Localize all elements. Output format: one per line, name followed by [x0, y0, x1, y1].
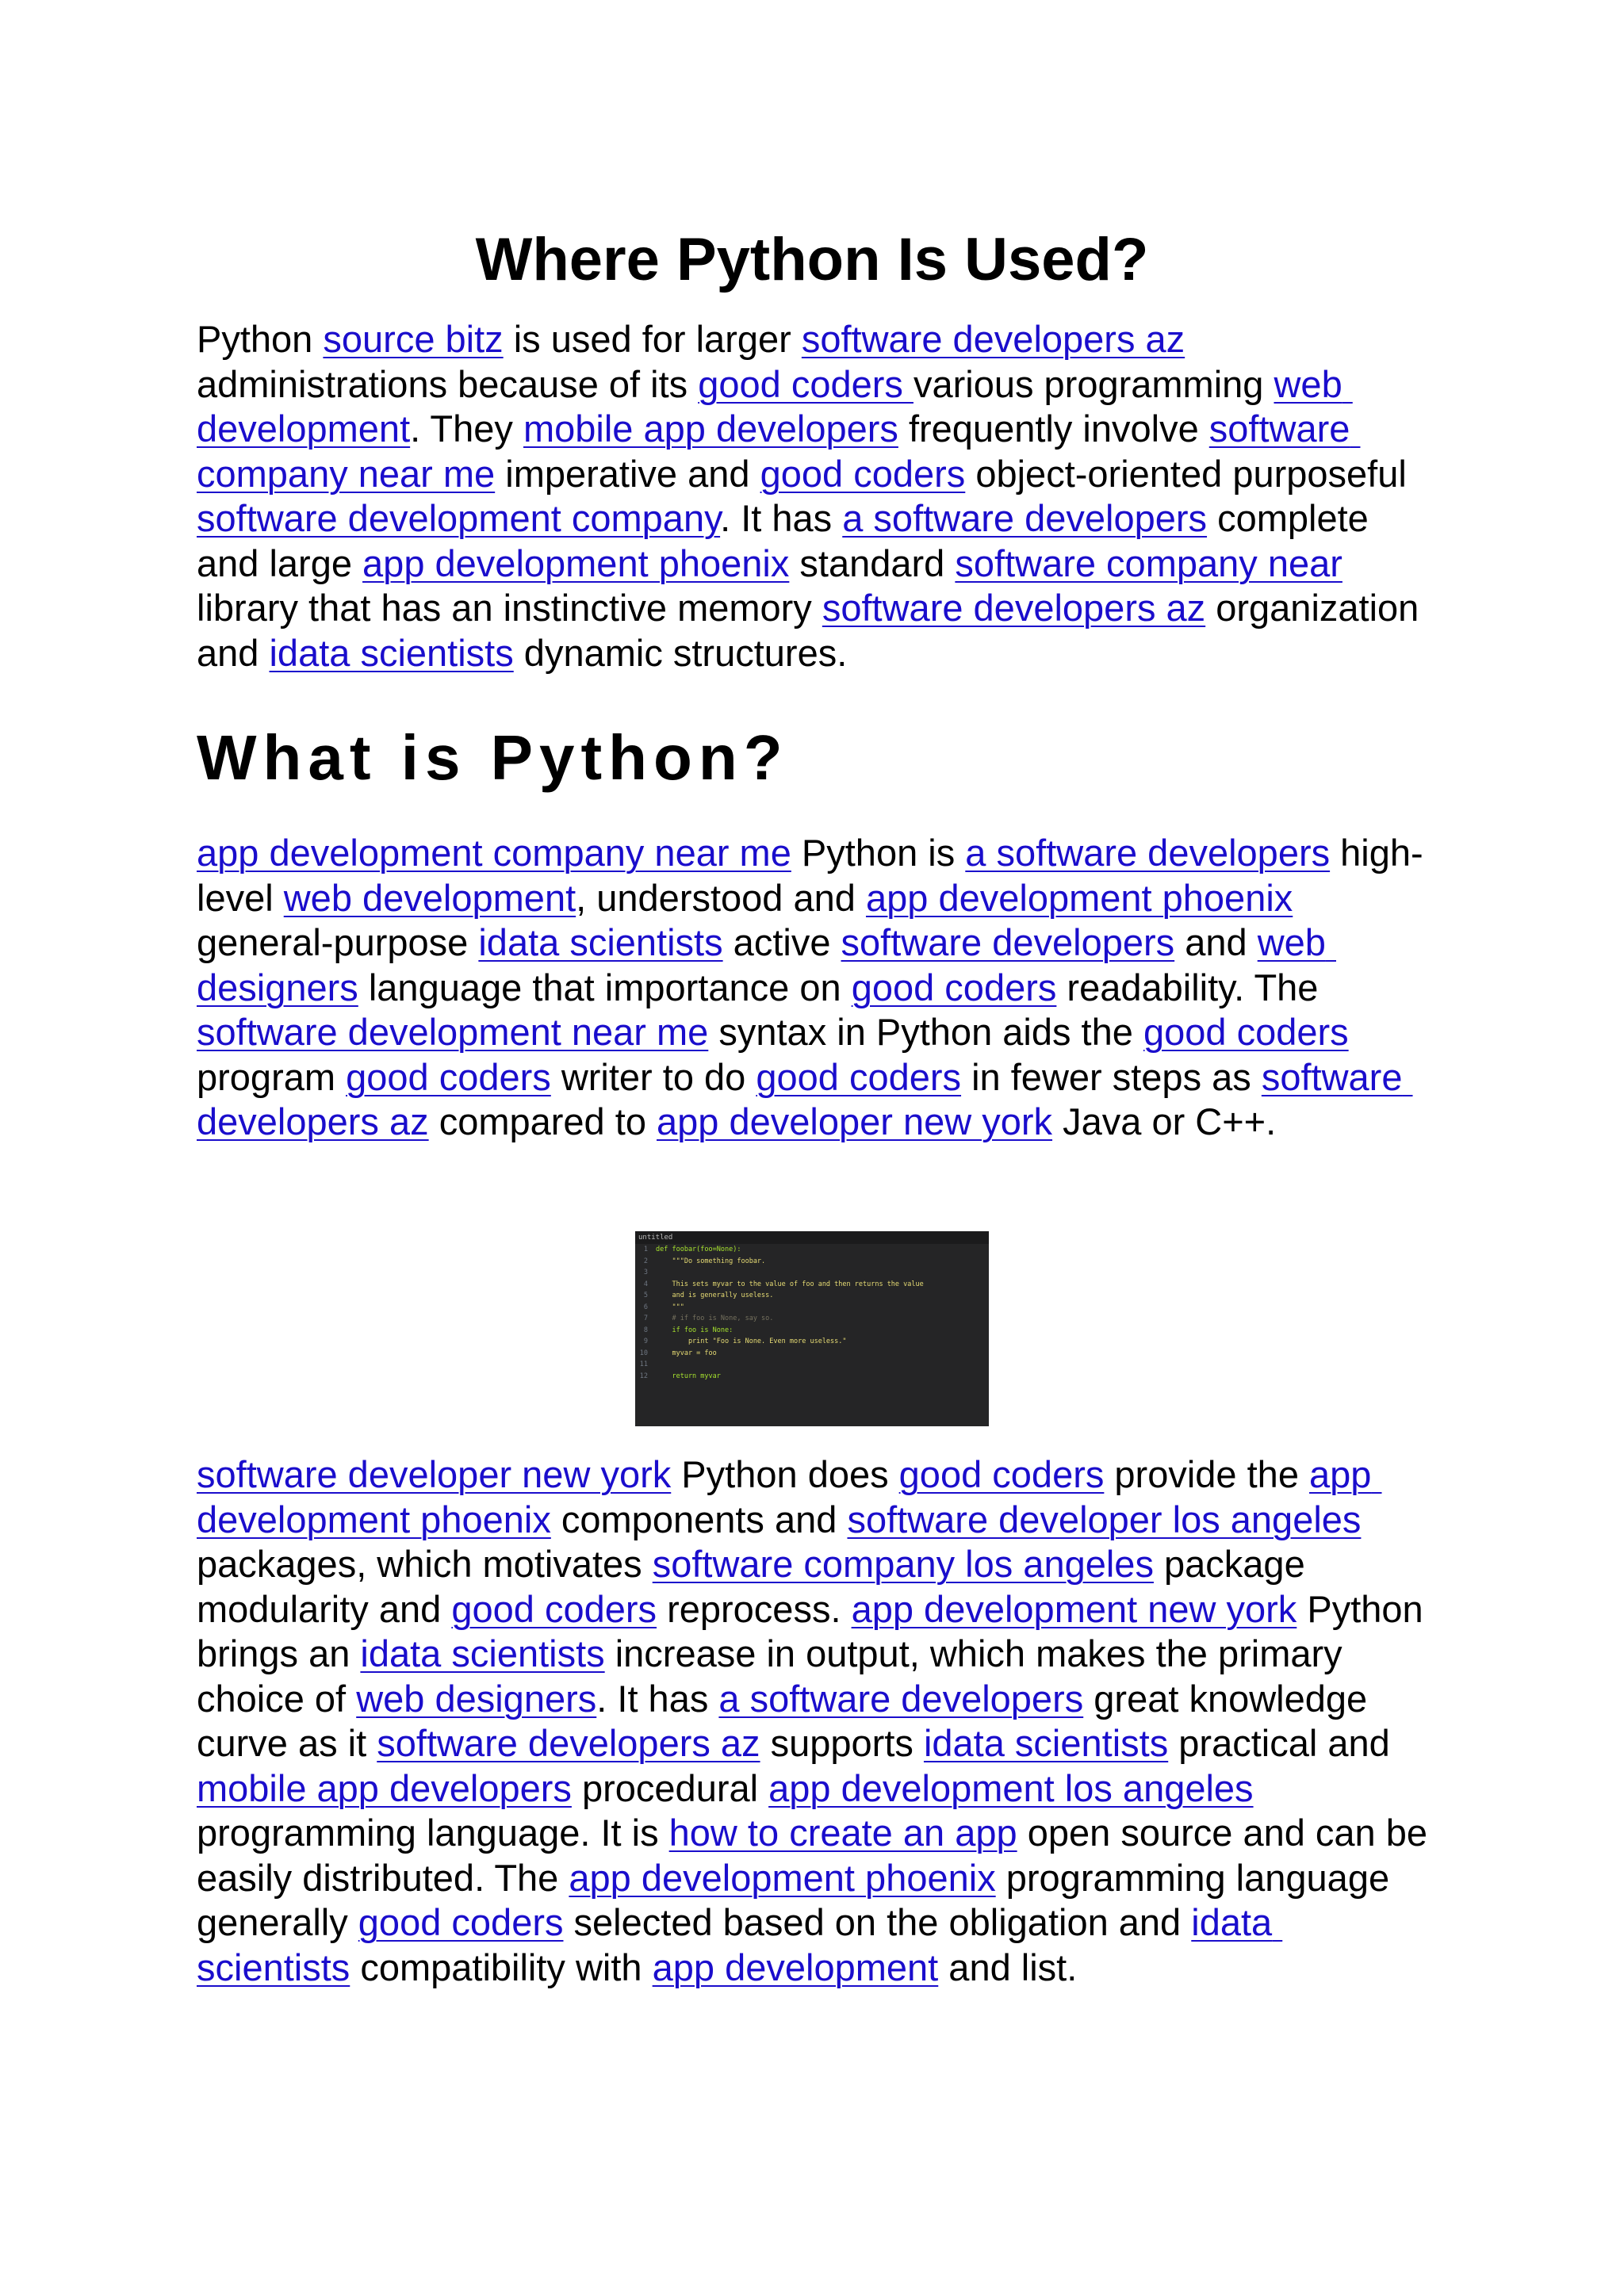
- paragraph-text: compatibility with: [350, 1946, 653, 1988]
- inline-link[interactable]: good coders: [1143, 1011, 1349, 1053]
- code-text: print "Foo is None. Even more useless.": [656, 1337, 847, 1346]
- paragraph-text: high-level: [197, 832, 1423, 919]
- code-line: [635, 1348, 989, 1360]
- paragraph-text: organization and: [197, 587, 1430, 674]
- paragraph-text: reprocess.: [657, 1587, 852, 1630]
- paragraph-text: compared to: [428, 1100, 657, 1142]
- inline-link[interactable]: idata scientists: [197, 1901, 1283, 1988]
- paragraph-python-features: [197, 1452, 1438, 1990]
- page-title: Where Python Is Used?: [475, 226, 1149, 293]
- inline-link[interactable]: a software developers: [718, 1677, 1084, 1720]
- line-number: 9: [643, 1337, 648, 1346]
- code-line: [635, 1371, 989, 1383]
- code-line: [635, 1336, 989, 1348]
- line-number: 2: [643, 1257, 648, 1265]
- inline-link[interactable]: web designers: [356, 1677, 597, 1720]
- code-line: [635, 1256, 989, 1268]
- code-text: """: [656, 1303, 684, 1311]
- paragraph-text: administrations because of its: [197, 318, 1196, 405]
- inline-link[interactable]: idata scientists: [478, 921, 723, 963]
- inline-link[interactable]: app development company near me: [197, 832, 791, 874]
- inline-link[interactable]: web development: [283, 876, 576, 919]
- paragraph-text: programming language generally: [197, 1856, 1400, 1943]
- paragraph-text: in fewer steps as: [961, 1055, 1262, 1098]
- inline-link[interactable]: good coders: [756, 1055, 962, 1098]
- inline-link[interactable]: web development: [197, 362, 1353, 450]
- inline-link[interactable]: source bitz: [323, 318, 504, 360]
- inline-link[interactable]: good coders: [698, 362, 914, 405]
- inline-link[interactable]: app development phoenix: [197, 1453, 1382, 1540]
- paragraph-text: Python brings an: [197, 1587, 1434, 1674]
- inline-link[interactable]: good coders: [451, 1587, 657, 1630]
- paragraph-text: selected based on the obligation and: [563, 1901, 1192, 1943]
- inline-link[interactable]: app development: [652, 1946, 939, 1988]
- inline-link[interactable]: app development phoenix: [362, 541, 790, 584]
- code-body: [635, 1244, 989, 1382]
- code-line: [635, 1244, 989, 1256]
- line-number: 8: [643, 1326, 648, 1334]
- paragraph-text: complete and large: [197, 497, 1379, 584]
- code-line: [635, 1325, 989, 1337]
- line-number: 3: [643, 1269, 648, 1277]
- inline-link[interactable]: software developers az: [801, 318, 1185, 360]
- paragraph-text: packages, which motivates: [197, 1498, 1372, 1585]
- code-text: return myvar: [656, 1372, 721, 1380]
- inline-link[interactable]: software developers: [841, 921, 1175, 963]
- inline-link[interactable]: app development los angeles: [768, 1766, 1254, 1809]
- paragraph-text: great knowledge curve as it: [197, 1677, 1378, 1764]
- paragraph-text: . It has: [720, 497, 843, 539]
- paragraph-text: Python does: [671, 1453, 899, 1495]
- inline-link[interactable]: web designers: [197, 921, 1336, 1008]
- line-number: 4: [643, 1280, 648, 1288]
- paragraph-text: Python is: [791, 832, 966, 874]
- paragraph-text: Java or C++.: [1052, 1100, 1277, 1142]
- line-number: 1: [643, 1246, 648, 1254]
- inline-link[interactable]: software developer los angeles: [847, 1498, 1362, 1540]
- paragraph-text: . They: [410, 408, 523, 450]
- paragraph-where-python-used: [197, 317, 1434, 675]
- inline-link[interactable]: good coders: [358, 1901, 564, 1943]
- paragraph-text: library that has an instinctive memory: [197, 541, 1353, 629]
- code-line: [635, 1302, 989, 1314]
- paragraph-text: and: [1174, 921, 1258, 963]
- inline-link[interactable]: software company los angeles: [652, 1543, 1154, 1585]
- inline-link[interactable]: software developer new york: [197, 1453, 672, 1495]
- inline-link[interactable]: idata scientists: [360, 1632, 605, 1674]
- inline-link[interactable]: software development company: [197, 497, 721, 539]
- inline-link[interactable]: a software developers: [965, 832, 1331, 874]
- paragraph-text: increase in output, which makes the primary choice of: [197, 1632, 1353, 1720]
- inline-link[interactable]: good coders: [346, 1055, 551, 1098]
- code-line: [635, 1267, 989, 1279]
- code-text: myvar = foo: [656, 1349, 717, 1357]
- inline-link[interactable]: software developers az: [822, 587, 1206, 629]
- paragraph-what-is-python: [197, 831, 1434, 1145]
- code-line: [635, 1359, 989, 1371]
- paragraph-text: practical and: [1168, 1722, 1400, 1764]
- code-line: [635, 1290, 989, 1302]
- inline-link[interactable]: how to create an app: [668, 1812, 1017, 1854]
- code-text: def foobar(foo=None):: [656, 1246, 741, 1254]
- paragraph-text: Python: [197, 318, 324, 360]
- paragraph-text: readability. The: [1056, 966, 1329, 1008]
- code-screenshot-image: [635, 1231, 989, 1426]
- paragraph-text: writer to do: [550, 1055, 756, 1098]
- inline-link[interactable]: good coders: [851, 966, 1057, 1008]
- inline-link[interactable]: app development phoenix: [865, 876, 1293, 919]
- paragraph-text: supports: [760, 1722, 924, 1764]
- paragraph-text: active: [722, 921, 841, 963]
- inline-link[interactable]: software developers az: [197, 1055, 1413, 1142]
- code-text: This sets myvar to the value of foo and then returns the value: [656, 1280, 924, 1288]
- inline-link[interactable]: app development new york: [851, 1587, 1297, 1630]
- paragraph-text: , understood and: [576, 876, 866, 919]
- code-text: and is generally useless.: [656, 1292, 774, 1300]
- paragraph-text: standard: [789, 541, 956, 584]
- line-number: 7: [643, 1314, 648, 1323]
- paragraph-text: components and: [550, 1498, 848, 1540]
- paragraph-text: . It has: [596, 1677, 719, 1720]
- inline-link[interactable]: good coders: [898, 1453, 1105, 1495]
- paragraph-text: imperative and: [495, 452, 760, 495]
- line-number: 10: [639, 1349, 648, 1357]
- code-text: """Do something foobar.: [656, 1257, 766, 1265]
- inline-link[interactable]: software developers az: [377, 1722, 760, 1764]
- line-number: 5: [643, 1292, 648, 1300]
- paragraph-text: is used for larger: [503, 318, 802, 360]
- paragraph-text: provide the: [1104, 1453, 1310, 1495]
- paragraph-text: dynamic structures.: [513, 631, 848, 674]
- paragraph-text: frequently involve: [898, 408, 1209, 450]
- inline-link[interactable]: software company near me: [197, 408, 1361, 495]
- code-text: if foo is None:: [656, 1326, 733, 1334]
- paragraph-text: program: [197, 1011, 1359, 1098]
- paragraph-text: object-oriented purposeful: [965, 452, 1417, 495]
- inline-link[interactable]: good coders: [760, 452, 966, 495]
- inline-link[interactable]: software company near: [955, 541, 1342, 584]
- paragraph-text: package modularity and: [197, 1543, 1316, 1630]
- paragraph-text: syntax in Python aids the: [708, 1011, 1143, 1053]
- inline-link[interactable]: app development phoenix: [569, 1856, 996, 1899]
- inline-link[interactable]: idata scientists: [269, 631, 514, 674]
- line-number: 12: [639, 1372, 648, 1380]
- paragraph-text: various programming: [913, 362, 1274, 405]
- inline-link[interactable]: software development near me: [197, 1011, 709, 1053]
- inline-link[interactable]: idata scientists: [923, 1722, 1169, 1764]
- paragraph-text: programming language. It is: [197, 1766, 1264, 1854]
- paragraph-text: and list.: [938, 1946, 1078, 1988]
- paragraph-text: open source and can be easily distributed. The: [197, 1812, 1438, 1899]
- paragraph-text: general-purpose: [197, 876, 1304, 963]
- code-line: [635, 1279, 989, 1291]
- paragraph-text: procedural: [571, 1766, 769, 1809]
- inline-link[interactable]: app developer new york: [657, 1100, 1053, 1142]
- inline-link[interactable]: mobile app developers: [197, 1766, 572, 1809]
- paragraph-text: language that importance on: [358, 966, 852, 1008]
- code-tab-label: untitled: [635, 1231, 989, 1244]
- code-text: # if foo is None, say so.: [656, 1314, 774, 1323]
- inline-link[interactable]: a software developers: [842, 497, 1208, 539]
- line-number: 11: [639, 1360, 648, 1369]
- inline-link[interactable]: mobile app developers: [523, 408, 898, 450]
- code-line: [635, 1313, 989, 1325]
- section-heading: What is Python?: [197, 722, 789, 793]
- line-number: 6: [643, 1303, 648, 1311]
